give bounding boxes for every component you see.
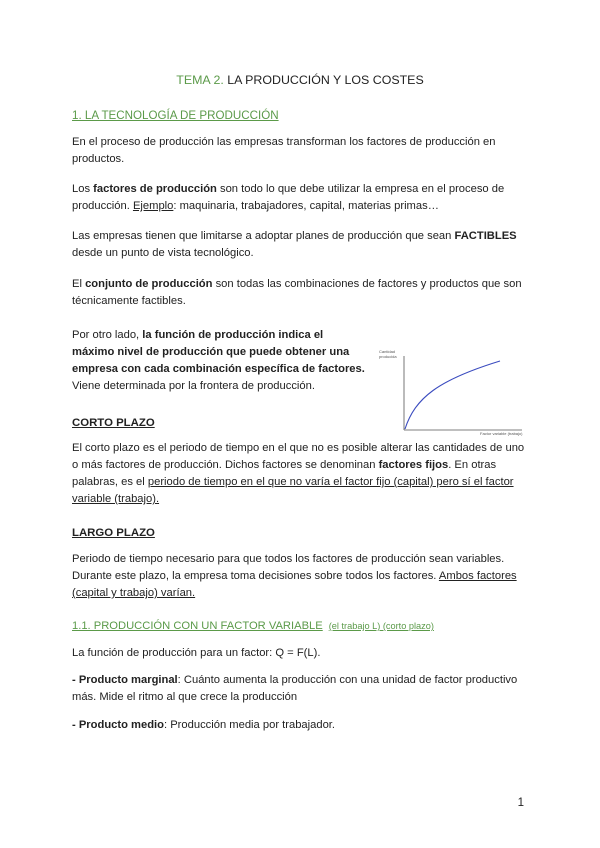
text-fragment: Por otro lado, <box>72 329 143 341</box>
subheading-largo-plazo: LARGO PLAZO <box>72 527 155 539</box>
paragraph-producto-marginal <box>72 672 532 706</box>
paragraph-funcion-un-factor: La función de producción para un factor: Q = F(L). <box>72 647 321 659</box>
term-factores-produccion: factores de producción <box>93 183 217 195</box>
text-fragment: Periodo de tiempo necesario para que todos los factores de producción sean variables. Durante este plazo, la empresa toma decisiones sobre todos los factores. <box>72 553 505 582</box>
text-fragment: : Cuánto aumenta la producción con una unidad de factor productivo más. Mide el ritmo al que crece la producción <box>72 674 518 703</box>
page-number: 1 <box>517 797 524 809</box>
text-fragment: : maquinaria, trabajadores, capital, materias primas… <box>173 200 439 212</box>
text-fragment: El <box>72 278 86 290</box>
text-fragment: Las empresas tienen que limitarse a adoptar planes de producción que sean <box>72 230 455 242</box>
title-tema: TEMA 2. <box>176 73 224 87</box>
x-axis-label: Factor variable (trabajo) <box>480 431 523 436</box>
term-producto-marginal: - Producto marginal <box>72 674 178 686</box>
underlined-definition: periodo de tiempo en el que no varía el factor fijo (capital) pero sí el factor variable (trabajo). <box>72 476 514 505</box>
section-heading-text: 1.1. PRODUCCIÓN CON UN FACTOR VARIABLE <box>72 620 323 632</box>
production-frontier-chart <box>370 340 530 440</box>
text-fragment: son todas las combinaciones de factores y productos que son técnicamente factibles. <box>72 278 522 307</box>
paragraph-conjunto <box>72 276 532 310</box>
text-fragment: Los <box>72 183 94 195</box>
paragraph-largo-plazo <box>72 551 532 602</box>
section-heading-tecnologia: 1. LA TECNOLOGÍA DE PRODUCCIÓN <box>72 109 279 122</box>
paragraph-proceso: En el proceso de producción las empresas transforman los factores de producción en productos. <box>72 136 496 165</box>
production-frontier-curve <box>405 361 500 429</box>
term-funcion-produccion: la función de producción indica el máximo nivel de producción que puede obtener una empresa con cada combinación específica de factores. <box>72 329 365 375</box>
text-fragment: son todo lo que debe utilizar la empresa en el proceso de producción. <box>72 183 505 212</box>
term-producto-medio: - Producto medio <box>72 719 164 731</box>
term-conjunto-produccion: conjunto de producción <box>85 278 213 290</box>
subheading-corto-plazo: CORTO PLAZO <box>72 417 155 429</box>
y-axis-label-line2: producida <box>379 354 397 359</box>
paragraph-funcion-produccion <box>72 327 367 395</box>
ejemplo-label: Ejemplo <box>132 200 174 212</box>
term-factibles: FACTIBLES <box>454 230 517 242</box>
text-fragment: desde un punto de vista tecnológico. <box>72 247 254 259</box>
section-heading-note: (el trabajo L) (corto plazo) <box>328 621 434 631</box>
term-factores-fijos: factores fijos <box>378 459 449 471</box>
underlined-conclusion: Ambos factores (capital y trabajo) varían. <box>72 570 517 599</box>
title-text: LA PRODUCCIÓN Y LOS COSTES <box>223 73 424 87</box>
text-fragment: El corto plazo es el periodo de tiempo en el que no es posible alterar las cantidades de uno o más factores de producción. Dichos factores se denominan <box>72 442 525 471</box>
text-fragment: . En otras palabras, es el <box>72 459 497 488</box>
paragraph-factibles <box>72 228 532 262</box>
page-title <box>0 73 600 87</box>
text-fragment: : Producción media por trabajador. <box>164 719 336 731</box>
section-heading-factor-variable <box>72 620 434 632</box>
paragraph-producto-medio <box>72 717 532 734</box>
paragraph-corto-plazo <box>72 440 532 508</box>
paragraph-factores <box>72 181 532 215</box>
y-axis-label-line1: Cantidad <box>379 349 396 354</box>
text-fragment: Viene determinada por la frontera de producción. <box>72 380 315 392</box>
